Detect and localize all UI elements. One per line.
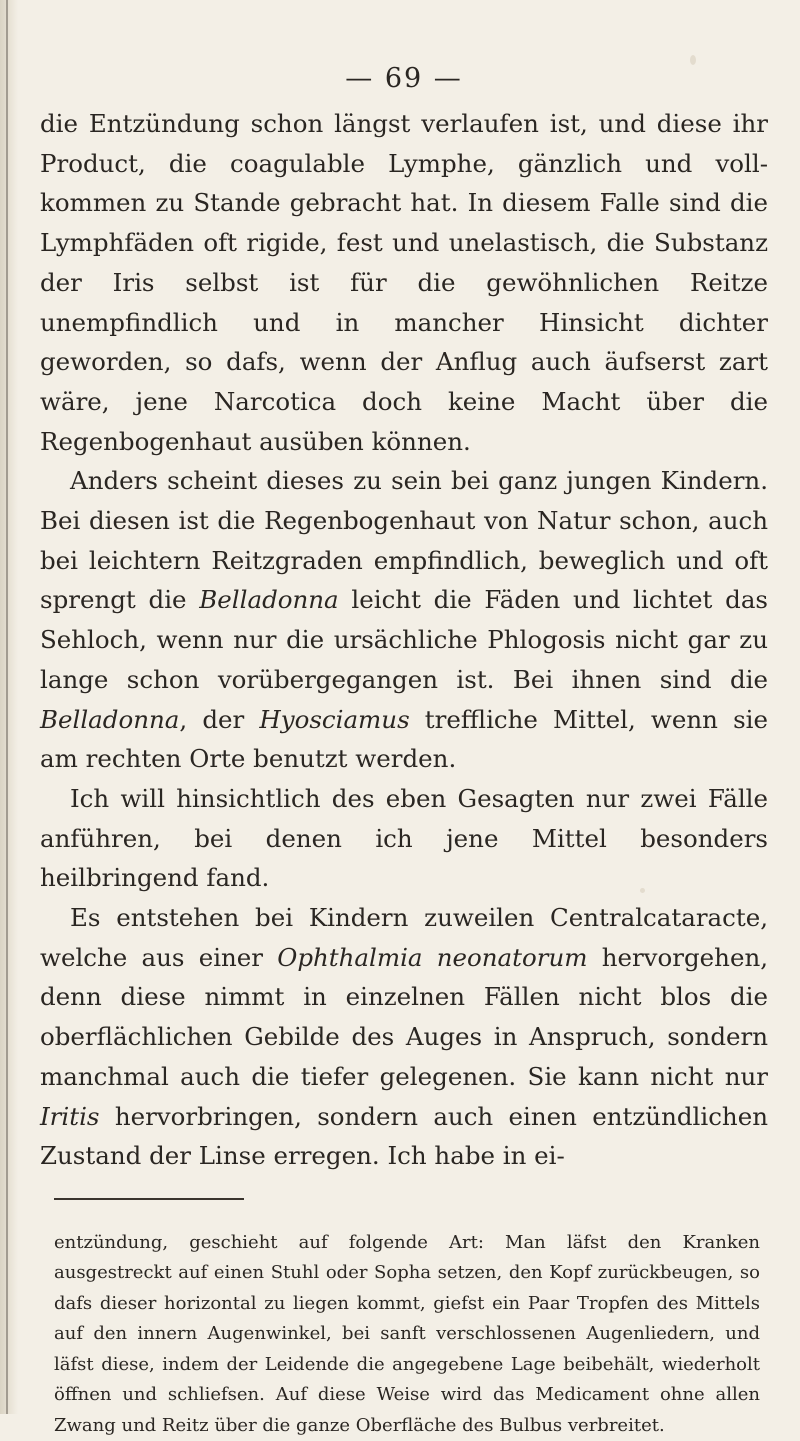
text-run: Anders scheint dieses zu sein bei ganz jungen Kindern. Bei diesen ist die Regenbogenhaut von Natur schon, auch bei leichtern Reitzgraden empfindlich, beweglich und oft sprengt die — [40, 466, 768, 615]
text-run: hervorbringen, sondern auch einen entzündlichen Zustand der Linse erregen. Ich habe in ei- — [40, 1101, 768, 1171]
italic-term: Iritis — [40, 1101, 100, 1131]
italic-term: Belladonna — [40, 704, 180, 734]
italic-term: Ophthalmia neonatorum — [277, 942, 588, 972]
italic-term: Hyosciamus — [259, 704, 410, 734]
body-text — [40, 104, 768, 1176]
text-run: Es entstehen bei Kindern zuweilen Centralcataracte, welche aus einer — [40, 903, 768, 972]
italic-term: Belladonna — [199, 585, 339, 615]
text-run: Ich will hinsichtlich des eben Gesagten nur zwei Fälle anführen, bei denen ich jene Mittel besonders heilbringend fand. — [40, 783, 768, 893]
gutter-line — [6, 0, 8, 1414]
text-run: die Entzündung schon längst verlaufen ist, und diese ihr Product, die coagulable Lymphe, gänzlich und vollkommen zu Stande gebracht hat. In diesem Falle sind die Lymphfäden oft rigide, fest und unelastisch, die Substanz der Iris selbst ist für die gewöhnlichen Reitze unempfindlich und in mancher Hinsicht dichter geworden, so dafs, wenn der Anflug auch äufserst zart wäre, jene Narcotica doch keine Macht über die Regenbogenhaut ausüben können. — [40, 109, 768, 456]
footnote-separator — [54, 1198, 244, 1200]
page-gutter — [0, 0, 18, 1414]
book-page — [40, 62, 769, 1436]
paragraph — [40, 898, 768, 1176]
text-run: leicht die Fäden und lichtet das Sehloch, wenn nur die ursächliche Phlogosis nicht gar zu lange schon vorübergegangen ist. Bei ihnen sind die — [40, 585, 768, 694]
text-run: hervorgehen, denn diese nimmt in einzelnen Fällen nicht blos die oberflächlichen Gebilde des Auges in Anspruch, sondern manchmal auch die tiefer gelegenen. Sie kann nicht nur — [40, 942, 769, 1091]
paragraph — [40, 779, 768, 898]
footnote: entzündung, geschieht auf folgende Art: Man läfst den Kranken ausgestreckt auf einen Stuhl oder Sopha setzen, den Kopf zurückbeugen, so dafs dieser horizontal zu liegen kommt, giefst ein Paar Tropfen des Mittels auf den innern Augenwinkel, bei sanft verschlossenen Augenliedern, und läfst diese, indem der Leidende die angegebene Lage beibehält, wiederholt öffnen und schliefsen. Auf diese Weise wird das Medicament ohne allen Zwang und Reitz über die ganze Oberfläche des Bulbus verbreitet. — [54, 1231, 760, 1436]
page-number: — 69 — — [345, 63, 463, 94]
text-run: treffliche Mittel, wenn sie am rechten Orte benutzt werden. — [40, 704, 768, 774]
text-run: , der — [179, 704, 260, 734]
paragraph — [40, 104, 768, 461]
paragraph — [40, 461, 768, 779]
